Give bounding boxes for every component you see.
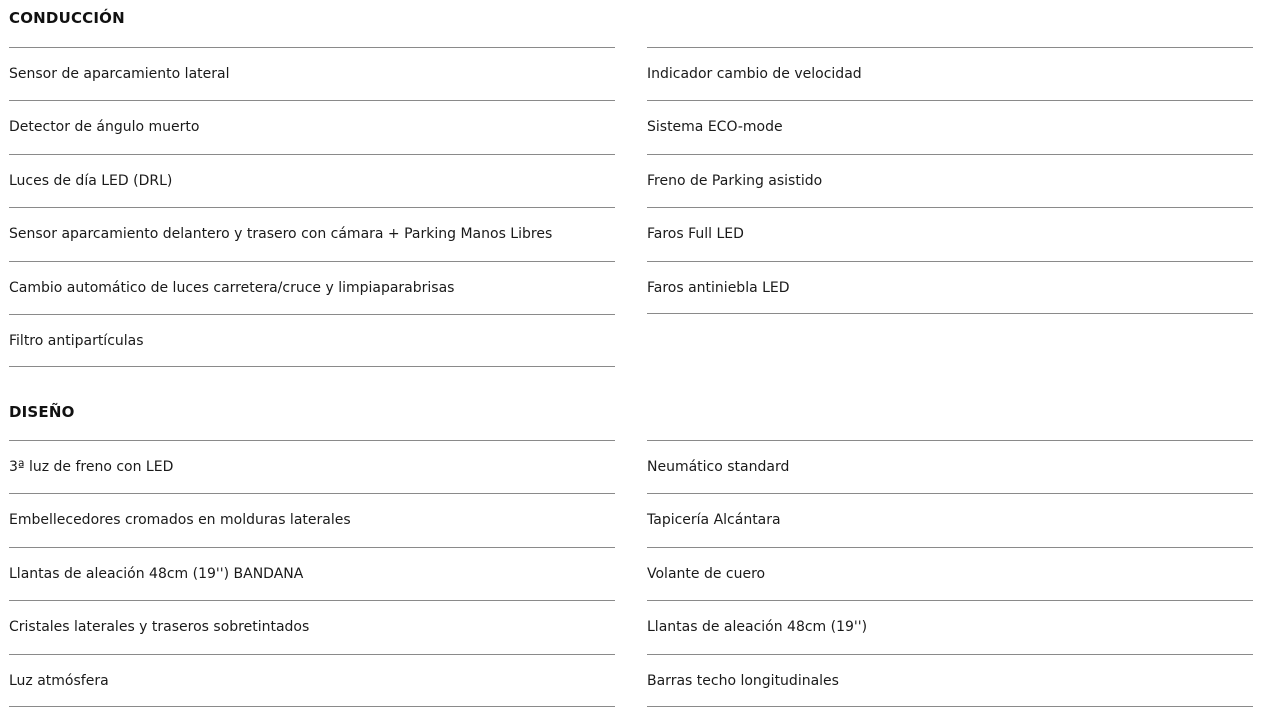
list-item [9,654,615,707]
list-item-label: Sensor de aparcamiento lateral [9,66,230,82]
list-item-label: Barras techo longitudinales [647,673,839,689]
list-item-label: Sistema ECO-mode [647,119,783,135]
list-item-label: Llantas de aleación 48cm (19'') BANDANA [9,566,304,582]
list-item-label: Faros antiniebla LED [647,280,790,296]
list-item [647,207,1253,260]
list-item-label: Filtro antipartículas [9,333,144,349]
list-item-label: Faros Full LED [647,226,744,242]
list-item [647,261,1253,314]
list-item-label: Indicador cambio de velocidad [647,66,862,82]
list-item [9,154,615,207]
list-item [647,47,1253,100]
list-item [9,600,615,653]
list-item [9,207,615,260]
list-item [9,261,615,314]
list-item-label: Detector de ángulo muerto [9,119,200,135]
list-item [9,493,615,546]
list-item-label: Cambio automático de luces carretera/cruce y limpiaparabrisas [9,280,455,296]
list-item [9,440,615,493]
list-item-label: Cristales laterales y traseros sobretintados [9,619,310,635]
list-item-label: Volante de cuero [647,566,766,582]
list-item [9,100,615,153]
list-item [9,314,615,367]
list-item-label: Embellecedores cromados en molduras laterales [9,512,351,528]
list-item-label: Luz atmósfera [9,673,109,689]
list-item-label: Llantas de aleación 48cm (19'') [647,619,868,635]
list-item-label: Freno de Parking asistido [647,173,823,189]
list-item [647,493,1253,546]
list-item [647,600,1253,653]
list-item [647,154,1253,207]
list-item-label: Luces de día LED (DRL) [9,173,173,189]
list-item-label: 3ª luz de freno con LED [9,459,174,475]
list-item [647,547,1253,600]
section-title-conduccion: CONDUCCIÓN [9,9,125,27]
list-item [9,547,615,600]
list-item [647,654,1253,707]
list-item-label: Tapicería Alcántara [647,512,781,528]
list-item-label: Sensor aparcamiento delantero y trasero con cámara + Parking Manos Libres [9,226,553,242]
list-item [9,47,615,100]
list-item-label: Neumático standard [647,459,790,475]
section-title-diseno: DISEÑO [9,403,75,421]
list-item [647,440,1253,493]
list-item [647,100,1253,153]
